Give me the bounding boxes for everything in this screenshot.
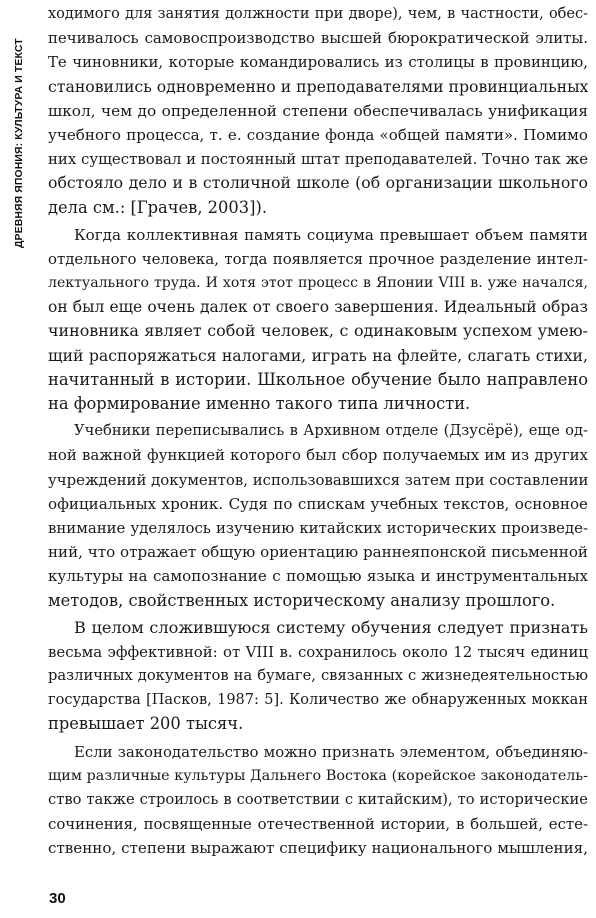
text-line: Когда коллективная память социума превышает объем памяти	[74, 225, 588, 244]
text-line: он был еще очень далек от своего завершения. Идеальный образ	[48, 298, 588, 317]
text-line: лектуального труда. И хотя этот процесс в Японии VIII в. уже начался,	[48, 275, 588, 292]
paragraph	[48, 419, 588, 613]
text-line: Учебники переписывались в Архивном отделе (Дзусёрё), еще од-	[74, 422, 588, 440]
text-line: сочинения, посвященные отечественной истории, в большей, есте-	[48, 815, 588, 834]
running-head-text: ДРЕВНЯЯ ЯПОНИЯ: КУЛЬТУРА И ТЕКСТ	[14, 38, 25, 248]
text-line: внимание уделялось изучению китайских исторических произведе-	[48, 518, 588, 537]
paragraph	[48, 740, 588, 861]
text-line: дела см.: [Грачев, 2003]).	[48, 197, 267, 217]
text-line: ственно, степени выражают специфику национального мышления,	[48, 839, 588, 858]
text-line: Если законодательство можно признать элементом, объединяю-	[74, 742, 588, 761]
text-line: официальных хроник. Судя по спискам учебных текстов, основное	[48, 494, 588, 513]
text-line: обстояло дело и в столичной школе (об организации школьного	[48, 173, 588, 193]
paragraph	[48, 616, 588, 737]
paragraph	[48, 2, 588, 220]
text-line: ний, что отражает общую ориентацию раннеяпонской письменной	[48, 543, 588, 562]
running-head	[12, 20, 26, 250]
text-line: чиновника являет собой человек, с одинаковым успехом умею-	[48, 321, 588, 341]
text-line: методов, свойственных историческому анализу прошлого.	[48, 590, 556, 610]
text-line: ной важной функцией которого был сбор получаемых им из других	[48, 446, 588, 465]
page-number: 30	[49, 890, 66, 907]
text-line: превышает 200 тысяч.	[48, 714, 244, 734]
text-line: на формирование именно такого типа личности.	[48, 394, 471, 413]
text-line: Те чиновники, которые командировались из столицы в провинцию,	[48, 53, 588, 72]
text-line: различных документов на бумаге, связанных с жизнедеятельностью	[48, 667, 588, 685]
text-line: отдельного человека, тогда появляется прочное разделение интел-	[48, 249, 588, 268]
text-line: учреждений документов, использовавшихся затем при составлении	[48, 470, 588, 489]
text-line: печивалось самовоспроизводство высшей бюрократической элиты.	[48, 29, 588, 48]
text-line: начитанный в истории. Школьное обучение было направлено	[48, 369, 588, 389]
body-text	[48, 2, 588, 861]
text-line: В целом сложившуюся систему обучения следует признать	[74, 617, 588, 637]
paragraph	[48, 223, 588, 417]
text-line: весьма эффективной: от VIII в. сохранилось около 12 тысяч единиц	[48, 642, 588, 661]
text-line: щим различные культуры Дальнего Востока (корейское законодатель-	[48, 767, 588, 784]
text-line: государства [Пасков, 1987: 5]. Количество же обнаруженных моккан	[48, 692, 588, 709]
text-line: становились одновременно и преподавателями провинциальных	[48, 76, 588, 96]
text-line: ство также строилось в соответствии с китайским), то исторические	[48, 791, 588, 808]
text-line: учебного процесса, т. е. создание фонда «общей памяти». Помимо	[48, 125, 588, 144]
text-line: щий распоряжаться налогами, играть на флейте, слагать стихи,	[48, 345, 588, 365]
text-line: них существовал и постоянный штат преподавателей. Точно так же	[48, 150, 588, 169]
text-line: ходимого для занятия должности при дворе), чем, в частности, обес-	[48, 6, 588, 22]
text-line: культуры на самопознание с помощью языка и инструментальных	[48, 567, 588, 586]
text-line: школ, чем до определенной степени обеспечивалась унификация	[48, 101, 588, 120]
